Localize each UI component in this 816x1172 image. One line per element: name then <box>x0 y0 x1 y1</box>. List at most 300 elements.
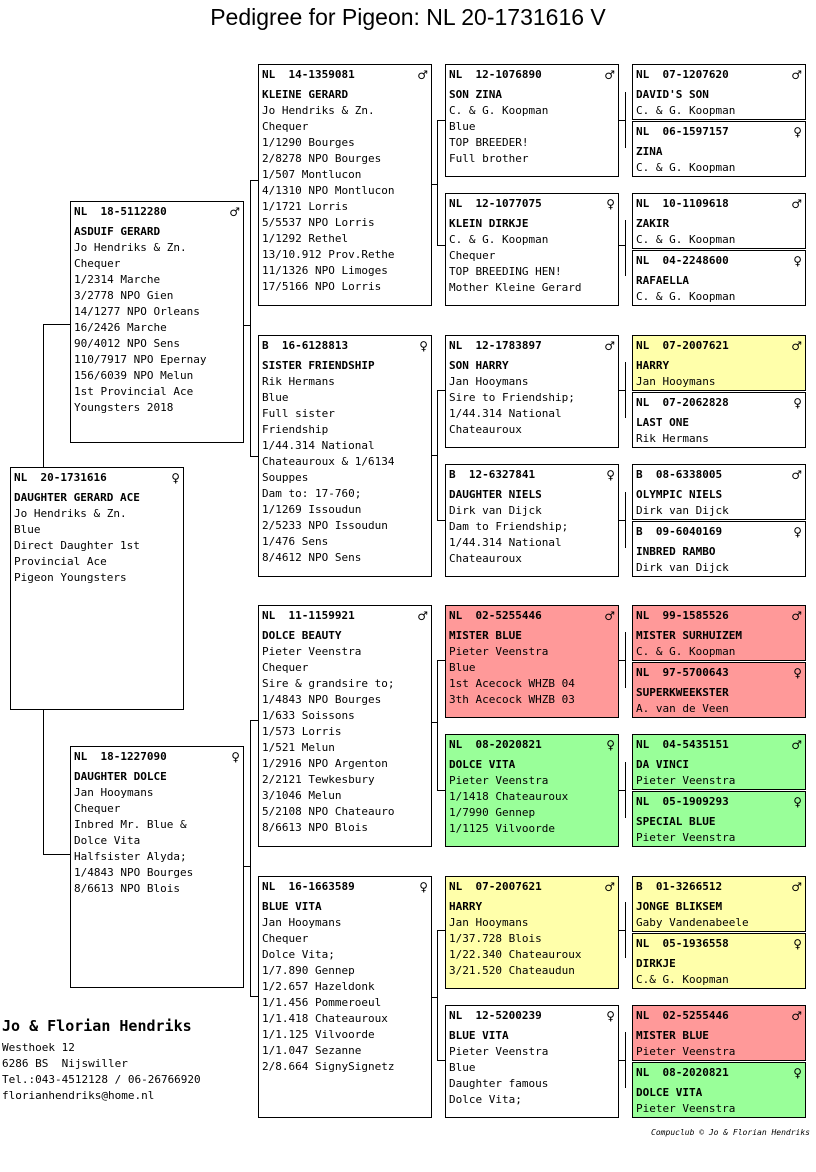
ring-number: NL 11-1159921 <box>262 609 355 622</box>
ring-number: NL 12-1783897 <box>449 339 542 352</box>
pigeon-detail-line: Chequer <box>449 249 496 262</box>
pigeon-detail-line: Daughter famous <box>449 1077 549 1090</box>
pigeon-detail-line: Blue <box>14 523 41 536</box>
pigeon-detail-line: Pieter Veenstra <box>449 1045 549 1058</box>
pigeon-detail-line: Pieter Veenstra <box>636 1102 736 1115</box>
pigeon-detail-line: Chateauroux <box>449 552 522 565</box>
pigeon-header <box>262 67 428 83</box>
pigeon-name: INBRED RAMBO <box>636 545 716 558</box>
ring-number: NL 07-1207620 <box>636 68 729 81</box>
pigeon-detail-line: 1/1418 Chateauroux <box>449 790 569 803</box>
pigeon-detail-line: Blue <box>449 1061 476 1074</box>
ring-number: NL 97-5700643 <box>636 666 729 679</box>
connector-line <box>250 720 258 721</box>
pigeon-name: BLUE VITA <box>262 900 322 913</box>
ring-number: NL 14-1359081 <box>262 68 355 81</box>
pigeon-name: KLEINE GERARD <box>262 88 349 101</box>
pigeon-card <box>632 521 806 577</box>
pigeon-detail-line: Chateauroux <box>449 423 522 436</box>
connector-line <box>250 180 251 456</box>
ring-number: NL 16-1663589 <box>262 880 355 893</box>
female-icon: ♀ <box>606 738 615 752</box>
pigeon-detail-line: 4/1310 NPO Montlucon <box>262 184 395 197</box>
pigeon-detail-line: 1/22.340 Chateauroux <box>449 948 582 961</box>
male-icon: ♂ <box>604 68 615 82</box>
pigeon-card <box>632 1005 806 1061</box>
pigeon-detail-line: TOP BREEDER! <box>449 136 529 149</box>
owner-block <box>2 1018 201 1104</box>
connector-line <box>618 1060 625 1061</box>
pigeon-detail-line: 1/2314 Marche <box>74 273 161 286</box>
ring-number: NL 20-1731616 <box>14 471 107 484</box>
male-icon: ♂ <box>791 880 802 894</box>
pigeon-header <box>449 1008 615 1024</box>
ring-number: NL 08-2020821 <box>636 1066 729 1079</box>
ring-number: NL 07-2007621 <box>636 339 729 352</box>
pigeon-detail-line: 13/10.912 Prov.Rethe <box>262 248 395 261</box>
pigeon-header <box>636 196 802 212</box>
pigeon-detail-line: C. & G. Koopman <box>636 161 736 174</box>
pigeon-header <box>262 338 428 354</box>
pigeon-detail-line: Sire to Friendship; <box>449 391 575 404</box>
pigeon-detail-line: 1/2916 NPO Argenton <box>262 757 388 770</box>
male-icon: ♂ <box>604 609 615 623</box>
pigeon-card <box>632 250 806 306</box>
pigeon-detail-line: Chequer <box>262 661 309 674</box>
ring-number: NL 18-5112280 <box>74 205 167 218</box>
pigeon-header <box>636 524 802 540</box>
connector-line <box>437 930 445 931</box>
pigeon-detail-line: Pieter Veenstra <box>636 1045 736 1058</box>
pigeon-detail-line: 110/7917 NPO Epernay <box>74 353 207 366</box>
ring-number: NL 07-2062828 <box>636 396 729 409</box>
connector-line <box>625 632 626 688</box>
pigeon-detail-line: TOP BREEDING HEN! <box>449 265 562 278</box>
pigeon-detail-line: Chequer <box>262 932 309 945</box>
pigeon-detail-line: 156/6039 NPO Melun <box>74 369 194 382</box>
male-icon: ♂ <box>229 205 240 219</box>
female-icon: ♀ <box>793 254 802 268</box>
pigeon-detail-line: 1/1290 Bourges <box>262 136 355 149</box>
pigeon-header <box>636 936 802 952</box>
connector-line <box>618 930 625 931</box>
pigeon-detail-line: 2/8278 NPO Bourges <box>262 152 382 165</box>
pigeon-detail-line: 14/1277 NPO Orleans <box>74 305 200 318</box>
pigeon-detail-line: 5/2108 NPO Chateauro <box>262 805 395 818</box>
pigeon-card <box>445 734 619 847</box>
pigeon-detail-line: C. & G. Koopman <box>636 290 736 303</box>
ring-number: NL 10-1109618 <box>636 197 729 210</box>
ring-number: NL 04-2248600 <box>636 254 729 267</box>
ring-number: NL 02-5255446 <box>449 609 542 622</box>
pigeon-detail-line: 3/2778 NPO Gien <box>74 289 174 302</box>
pigeon-card <box>445 193 619 306</box>
pigeon-detail-line: Blue <box>449 120 476 133</box>
pigeon-detail-line: 1/1.418 Chateauroux <box>262 1012 388 1025</box>
pigeon-detail-line: 1/4843 NPO Bourges <box>74 866 194 879</box>
pigeon-detail-line: 1/4843 NPO Bourges <box>262 693 382 706</box>
connector-line <box>437 120 445 121</box>
ring-number: B 09-6040169 <box>636 525 723 538</box>
ring-number: NL 12-5200239 <box>449 1009 542 1022</box>
male-icon: ♂ <box>791 609 802 623</box>
pigeon-header <box>449 338 615 354</box>
ring-number: NL 12-1076890 <box>449 68 542 81</box>
pigeon-card <box>445 64 619 177</box>
pigeon-card <box>632 121 806 177</box>
pigeon-detail-line: 1/507 Montlucon <box>262 168 362 181</box>
pigeon-detail-line: 1/1.456 Pommeroeul <box>262 996 382 1009</box>
owner-address-line: 6286 BS Nijswiller <box>2 1057 128 1070</box>
pigeon-header <box>636 67 802 83</box>
female-icon: ♀ <box>606 1009 615 1023</box>
pigeon-card-subject <box>10 467 184 710</box>
pigeon-card <box>632 876 806 932</box>
pigeon-name: RAFAELLA <box>636 274 689 287</box>
pigeon-detail-line: 1/573 Lorris <box>262 725 342 738</box>
female-icon: ♀ <box>793 396 802 410</box>
pigeon-header <box>449 467 615 483</box>
pigeon-detail-line: Dolce Vita; <box>449 1093 522 1106</box>
pigeon-detail-line: Souppes <box>262 471 309 484</box>
female-icon: ♀ <box>793 525 802 539</box>
pigeon-detail-line: C. & G. Koopman <box>449 233 549 246</box>
male-icon: ♂ <box>791 197 802 211</box>
connector-line <box>437 120 438 245</box>
pigeon-name: ZAKIR <box>636 217 670 230</box>
pigeon-detail-line: Chequer <box>262 120 309 133</box>
pigeon-detail-line: Halfsister Alyda; <box>74 850 187 863</box>
pigeon-header <box>14 470 180 486</box>
pigeon-name: DAUGHTER DOLCE <box>74 770 167 783</box>
pigeon-name: DA VINCI <box>636 758 689 771</box>
pigeon-detail-line: 8/6613 NPO Blois <box>262 821 368 834</box>
pigeon-name: SON ZINA <box>449 88 502 101</box>
female-icon: ♀ <box>231 750 240 764</box>
pigeon-detail-line: 3th Acecock WHZB 03 <box>449 693 575 706</box>
pigeon-detail-line: 2/5233 NPO Issoudun <box>262 519 388 532</box>
pigeon-card <box>445 1005 619 1118</box>
ring-number: NL 99-1585526 <box>636 609 729 622</box>
female-icon: ♀ <box>606 197 615 211</box>
male-icon: ♂ <box>791 1009 802 1023</box>
male-icon: ♂ <box>417 68 428 82</box>
pigeon-detail-line: Provincial Ace <box>14 555 107 568</box>
pigeon-header <box>636 1065 802 1081</box>
male-icon: ♂ <box>417 609 428 623</box>
ring-number: B 01-3266512 <box>636 880 723 893</box>
pigeon-detail-line: Youngsters 2018 <box>74 401 174 414</box>
pigeon-card <box>445 335 619 448</box>
pigeon-name: DAUGHTER GERARD ACE <box>14 491 140 504</box>
pigeon-detail-line: Chequer <box>74 802 121 815</box>
pigeon-card <box>632 662 806 718</box>
owner-address-line: Westhoek 12 <box>2 1041 75 1054</box>
pigeon-detail-line: Direct Daughter 1st <box>14 539 140 552</box>
male-icon: ♂ <box>791 738 802 752</box>
connector-line <box>43 709 44 854</box>
pigeon-detail-line: 3/1046 Melun <box>262 789 342 802</box>
pigeon-detail-line: Friendship <box>262 423 329 436</box>
connector-line <box>618 790 625 791</box>
pigeon-detail-line: 1/44.314 National <box>262 439 375 452</box>
pigeon-detail-line: Inbred Mr. Blue & <box>74 818 187 831</box>
pigeon-card <box>445 876 619 989</box>
pigeon-card <box>632 791 806 847</box>
ring-number: NL 08-2020821 <box>449 738 542 751</box>
pigeon-header <box>636 608 802 624</box>
pigeon-detail-line: 1/44.314 National <box>449 407 562 420</box>
ring-number: B 08-6338005 <box>636 468 723 481</box>
pigeon-detail-line: Pieter Veenstra <box>636 831 736 844</box>
female-icon: ♀ <box>171 471 180 485</box>
pigeon-detail-line: Dam to Friendship; <box>449 520 569 533</box>
pigeon-detail-line: C. & G. Koopman <box>636 104 736 117</box>
pigeon-card <box>445 464 619 577</box>
pigeon-card <box>632 64 806 120</box>
owner-email: florianhendriks@home.nl <box>2 1089 155 1102</box>
pigeon-name: SISTER FRIENDSHIP <box>262 359 375 372</box>
pigeon-detail-line: Dirk van Dijck <box>449 504 542 517</box>
pigeon-detail-line: 90/4012 NPO Sens <box>74 337 180 350</box>
pigeon-card-dam <box>70 746 244 988</box>
pigeon-detail-line: Chateauroux & 1/6134 <box>262 455 395 468</box>
pigeon-detail-line: 2/8.664 SignySignetz <box>262 1060 395 1073</box>
ring-number: B 16-6128813 <box>262 339 349 352</box>
pigeon-detail-line: Mother Kleine Gerard <box>449 281 582 294</box>
male-icon: ♂ <box>791 68 802 82</box>
female-icon: ♀ <box>419 880 428 894</box>
pigeon-detail-line: 1/476 Sens <box>262 535 329 548</box>
pigeon-header <box>636 737 802 753</box>
ring-number: NL 06-1597157 <box>636 125 729 138</box>
pigeon-header <box>636 395 802 411</box>
pigeon-detail-line: 1/7990 Gennep <box>449 806 536 819</box>
connector-line <box>437 660 445 661</box>
pigeon-card <box>632 1062 806 1118</box>
pigeon-detail-line: 3/21.520 Chateaudun <box>449 964 575 977</box>
pigeon-detail-line: C.& G. Koopman <box>636 973 729 986</box>
pigeon-detail-line: Dolce Vita; <box>262 948 335 961</box>
pigeon-detail-line: Pieter Veenstra <box>636 774 736 787</box>
pigeon-header <box>449 737 615 753</box>
connector-line <box>437 930 438 1060</box>
pigeon-detail-line: Jo Hendriks & Zn. <box>262 104 375 117</box>
pigeon-name: HARRY <box>449 900 483 913</box>
pigeon-detail-line: 1/7.890 Gennep <box>262 964 355 977</box>
female-icon: ♀ <box>419 339 428 353</box>
ring-number: NL 07-2007621 <box>449 880 542 893</box>
pigeon-detail-line: Jo Hendriks & Zn. <box>14 507 127 520</box>
female-icon: ♀ <box>793 666 802 680</box>
pigeon-detail-line: C. & G. Koopman <box>636 233 736 246</box>
footer-credit: Compuclub © Jo & Florian Hendriks <box>651 1128 810 1137</box>
pigeon-detail-line: Jan Hooymans <box>449 916 529 929</box>
pigeon-detail-line: Blue <box>262 391 289 404</box>
pigeon-detail-line: Pieter Veenstra <box>449 645 549 658</box>
connector-line <box>625 92 626 148</box>
connector-line <box>43 854 70 855</box>
pigeon-detail-line: Full brother <box>449 152 529 165</box>
pigeon-name: DOLCE VITA <box>636 1086 703 1099</box>
pigeon-detail-line: 1/1292 Rethel <box>262 232 349 245</box>
pigeon-name: JONGE BLIKSEM <box>636 900 723 913</box>
pigeon-detail-line: Dolce Vita <box>74 834 141 847</box>
connector-line <box>437 390 438 520</box>
pigeon-card <box>632 335 806 391</box>
pigeon-header <box>636 794 802 810</box>
connector-line <box>250 996 258 997</box>
connector-line <box>437 390 445 391</box>
pigeon-header <box>636 1008 802 1024</box>
pigeon-detail-line: 8/6613 NPO Blois <box>74 882 180 895</box>
male-icon: ♂ <box>791 468 802 482</box>
female-icon: ♀ <box>793 795 802 809</box>
male-icon: ♂ <box>791 339 802 353</box>
pigeon-detail-line: 1/521 Melun <box>262 741 335 754</box>
female-icon: ♀ <box>793 937 802 951</box>
connector-line <box>250 720 251 996</box>
connector-line <box>437 245 445 246</box>
pigeon-detail-line: 1/44.314 National <box>449 536 562 549</box>
connector-line <box>618 245 625 246</box>
pigeon-detail-line: Jo Hendriks & Zn. <box>74 241 187 254</box>
pigeon-name: OLYMPIC NIELS <box>636 488 723 501</box>
pigeon-card <box>445 605 619 718</box>
pigeon-detail-line: 8/4612 NPO Sens <box>262 551 362 564</box>
connector-line <box>250 180 258 181</box>
pigeon-card <box>632 933 806 989</box>
female-icon: ♀ <box>793 1066 802 1080</box>
pigeon-header <box>449 879 615 895</box>
pigeon-card-dam-sire <box>258 605 432 847</box>
connector-line <box>625 362 626 418</box>
pigeon-name: DAUGHTER NIELS <box>449 488 542 501</box>
pigeon-header <box>74 749 240 765</box>
connector-line <box>437 520 445 521</box>
pigeon-detail-line: 1/1.125 Vilvoorde <box>262 1028 375 1041</box>
pigeon-name: MISTER BLUE <box>449 629 522 642</box>
pigeon-card <box>632 193 806 249</box>
connector-line <box>437 660 438 790</box>
connector-line <box>43 324 44 469</box>
ring-number: NL 12-1077075 <box>449 197 542 210</box>
connector-line <box>625 1032 626 1088</box>
pigeon-detail-line: 5/5537 NPO Lorris <box>262 216 375 229</box>
pigeon-detail-line: Pieter Veenstra <box>262 645 362 658</box>
pigeon-detail-line: Jan Hooymans <box>636 375 716 388</box>
connector-line <box>625 492 626 548</box>
pigeon-detail-line: Full sister <box>262 407 335 420</box>
female-icon: ♀ <box>793 125 802 139</box>
pigeon-card-dam-dam <box>258 876 432 1118</box>
pigeon-detail-line: Dirk van Dijck <box>636 561 729 574</box>
pigeon-name: HARRY <box>636 359 670 372</box>
pigeon-detail-line: 2/2121 Tewkesbury <box>262 773 375 786</box>
pigeon-name: DAVID'S SON <box>636 88 709 101</box>
pigeon-detail-line: 1/1125 Vilvoorde <box>449 822 555 835</box>
pigeon-detail-line: Dam to: 17-760; <box>262 487 362 500</box>
pigeon-detail-line: 1/1.047 Sezanne <box>262 1044 362 1057</box>
connector-line <box>618 390 625 391</box>
pigeon-detail-line: 1/633 Soissons <box>262 709 355 722</box>
pigeon-header <box>636 124 802 140</box>
pigeon-header <box>262 879 428 895</box>
pigeon-detail-line: A. van de Veen <box>636 702 729 715</box>
pigeon-header <box>449 196 615 212</box>
pigeon-name: SON HARRY <box>449 359 509 372</box>
ring-number: NL 05-1909293 <box>636 795 729 808</box>
owner-phone: Tel.:043-4512128 / 06-26766920 <box>2 1073 201 1086</box>
pigeon-detail-line: 1st Acecock WHZB 04 <box>449 677 575 690</box>
pigeon-detail-line: 1/1721 Lorris <box>262 200 349 213</box>
pigeon-name: KLEIN DIRKJE <box>449 217 529 230</box>
pigeon-header <box>636 665 802 681</box>
pigeon-name: ZINA <box>636 145 663 158</box>
pigeon-detail-line: Jan Hooymans <box>449 375 529 388</box>
pigeon-detail-line: 1st Provincial Ace <box>74 385 194 398</box>
pigeon-card <box>632 605 806 661</box>
pigeon-name: MISTER SURHUIZEM <box>636 629 742 642</box>
pigeon-name: SUPERKWEEKSTER <box>636 686 729 699</box>
pigeon-detail-line: 11/1326 NPO Limoges <box>262 264 388 277</box>
pigeon-name: DOLCE VITA <box>449 758 516 771</box>
connector-line <box>618 120 625 121</box>
page-title: Pedigree for Pigeon: NL 20-1731616 V <box>210 4 606 30</box>
pigeon-header <box>449 67 615 83</box>
pigeon-name: MISTER BLUE <box>636 1029 709 1042</box>
female-icon: ♀ <box>606 468 615 482</box>
ring-number: NL 05-1936558 <box>636 937 729 950</box>
pigeon-detail-line: 17/5166 NPO Lorris <box>262 280 382 293</box>
pigeon-detail-line: 1/1269 Issoudun <box>262 503 362 516</box>
male-icon: ♂ <box>604 339 615 353</box>
pigeon-detail-line: Blue <box>449 661 476 674</box>
pigeon-name: BLUE VITA <box>449 1029 509 1042</box>
connector-line <box>618 660 625 661</box>
ring-number: NL 18-1227090 <box>74 750 167 763</box>
pigeon-name: SPECIAL BLUE <box>636 815 716 828</box>
pigeon-card <box>632 392 806 448</box>
male-icon: ♂ <box>604 880 615 894</box>
connector-line <box>437 1060 445 1061</box>
pigeon-detail-line: Rik Hermans <box>262 375 335 388</box>
pigeon-header <box>449 608 615 624</box>
pigeon-detail-line: Chequer <box>74 257 121 270</box>
pigeon-detail-line: Dirk van Dijck <box>636 504 729 517</box>
connector-line <box>625 762 626 818</box>
pigeon-name: ASDUIF GERARD <box>74 225 161 238</box>
pigeon-card-sire-dam <box>258 335 432 577</box>
pigeon-card-sire <box>70 201 244 443</box>
connector-line <box>437 790 445 791</box>
pigeon-name: DIRKJE <box>636 957 676 970</box>
pigeon-detail-line: Pigeon Youngsters <box>14 571 127 584</box>
pigeon-header <box>636 467 802 483</box>
owner-name: Jo & Florian Hendriks <box>2 1017 192 1035</box>
pigeon-card-sire-sire <box>258 64 432 306</box>
pigeon-header <box>636 253 802 269</box>
pigeon-detail-line: Jan Hooymans <box>262 916 342 929</box>
pigeon-name: DOLCE BEAUTY <box>262 629 342 642</box>
connector-line <box>250 456 258 457</box>
pigeon-detail-line: 1/37.728 Blois <box>449 932 542 945</box>
pigeon-header <box>74 204 240 220</box>
pigeon-header <box>636 338 802 354</box>
pigeon-card <box>632 464 806 520</box>
pigeon-detail-line: C. & G. Koopman <box>636 645 736 658</box>
connector-line <box>625 220 626 276</box>
